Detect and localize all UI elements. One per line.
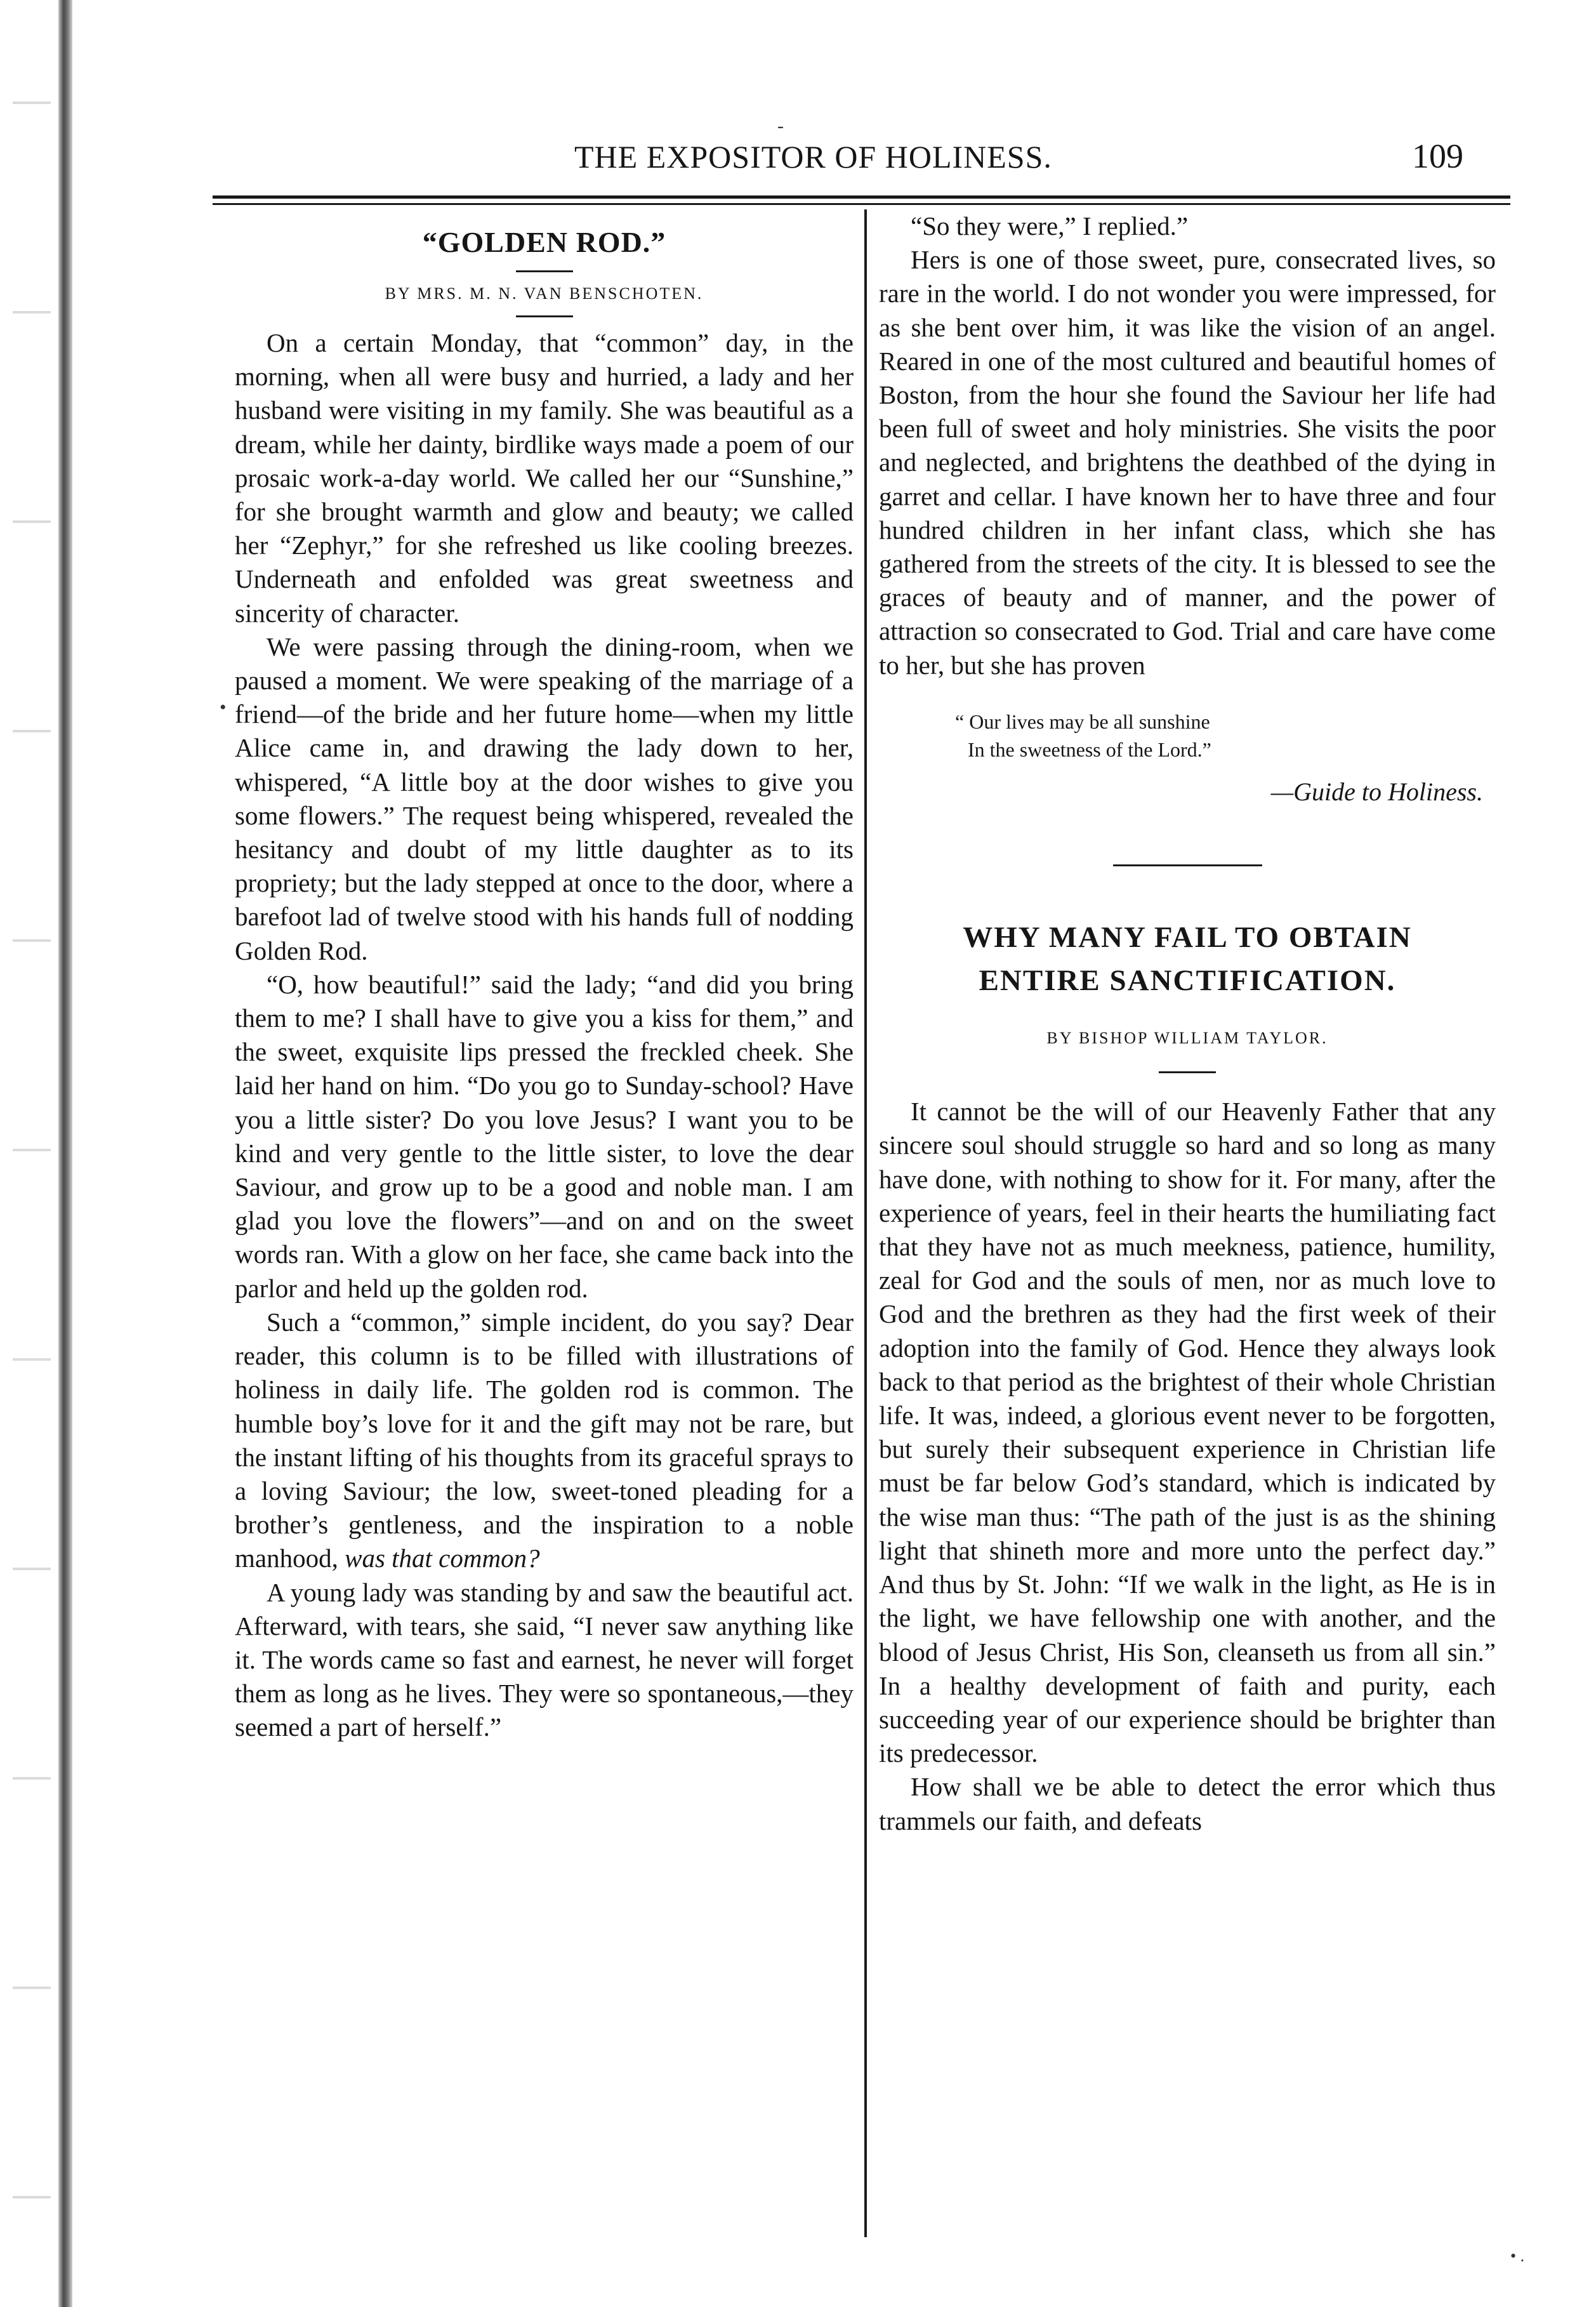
italic-question: was that common? [345, 1544, 540, 1573]
verse-quote [955, 708, 1496, 763]
binding-edge [58, 0, 72, 2307]
article-2-title [879, 916, 1496, 1002]
scan-speckle [13, 0, 51, 2307]
paragraph-4-text: Such a “common,” simple incident, do you say? Dear reader, this column is to be filled with illustrations of holiness in daily life. The golden rod is common. The humble boy’s love for it and the gift may not be rare, but the instant lifting of his thoughts from its graceful sprays to a loving Saviour; the low, sweet-toned pleading for a brother’s gentleness, and the inspiration to a noble manhood, [235, 1307, 854, 1573]
paragraph-2: We were passing through the dining-room, when we paused a moment. We were speaking of the marriage of a friend—of the bride and her future home—when my little Alice came in, and drawing the lady down to her, whispered, “A little boy at the door wishes to give you some flowers.” The request being whispered, revealed the hesitancy and doubt of my little daughter as to its propriety; but the lady stepped at once to the door, where a barefoot lad of twelve stood with his hands full of nodding Golden Rod. [235, 631, 854, 965]
scan-mark: • . [1510, 2247, 1525, 2265]
right-column [879, 209, 1496, 1838]
article-2-title-line-1: WHY MANY FAIL TO OBTAIN [963, 921, 1412, 955]
section-rule [1113, 864, 1262, 866]
left-column [235, 209, 854, 1745]
running-title: THE EXPOSITOR OF HOLINESS. [574, 139, 1052, 175]
header-rule-top [213, 195, 1510, 199]
column-divider [864, 209, 867, 2237]
scan-mark: - [777, 116, 784, 136]
article-2-byline: BY BISHOP WILLIAM TAYLOR. [1046, 1029, 1328, 1048]
verse-line-1: “ Our lives may be all sunshine [955, 710, 1210, 733]
source-attribution: —Guide to Holiness. [1270, 777, 1483, 806]
article-byline: BY MRS. M. N. VAN BENSCHOTEN. [385, 284, 704, 303]
title-rule [516, 270, 573, 272]
continuation-paragraph: Hers is one of those sweet, pure, consecrated lives, so rare in the world. I do not wonder you were impressed, for as she bent over him, it was like the vision of an angel. Reared in one of the most cultured and beautiful homes of Boston, from the hour she found the Saviour her life had been full of sweet and holy ministries. She visits the poor and neglected, and brightens the deathbed of the dying in garret and cellar. I have known her to have three and four hundred children in her infant class, which she has gathered from the streets of the city. It is blessed to see the graces of beauty and of manner, and the power of attraction so consecrated to God. Trial and care have come to her, but she has proven [879, 245, 1496, 680]
paragraph-5: A young lady was standing by and saw the beautiful act. Afterward, with tears, she said, “I never saw anything like it. The words came so fast and earnest, he never will forget them as long as he lives. They were so spontaneous,—they seemed a part of herself.” [235, 1577, 854, 1742]
article-2-paragraph-1: It cannot be the will of our Heavenly Father that any sincere soul should struggle so hard and so long as many have done, with nothing to show for it. For many, after the experience of years, feel in their hearts the humiliating fact that they have not as much meekness, patience, humility, zeal for God and the souls of men, nor as much love to God and the brethren as they had the first week of their adoption into the family of God. Hence they always look back to that period as the brightest of their whole Christian life. It was, indeed, a glorious event never to be forgotten, but surely their subsequent experience in Christian life must be far below God’s standard, which is indicated by the wise man thus: “The path of the just is as the shining light that shineth more and more unto the perfect day.” And thus by St. John: “If we walk in the light, as He is in the light, we have fellowship one with another, and the blood of Jesus Christ, His Son, cleanseth us from all sin.” In a healthy development of faith and purity, each succeeding year of our experience should be brighter than its predecessor. [879, 1097, 1496, 1768]
paragraph-1: On a certain Monday, that “common” day, in the morning, when all were busy and hurried, a lady and her husband were visiting in my family. She was beautiful as a dream, while her dainty, birdlike ways made a poem of our prosaic work-a-day world. We called her our “Sunshine,” for she brought warmth and glow and beauty; we called her “Zephyr,” for she refreshed us like cooling breezes. Underneath and enfolded was great sweetness and sincerity of character. [235, 328, 854, 628]
scan-mark: • [220, 697, 227, 718]
article-2-paragraph-2: How shall we be able to detect the error which thus trammels our faith, and defeats [879, 1772, 1496, 1835]
article-2-title-line-2: ENTIRE SANCTIFICATION. [979, 964, 1396, 998]
page-number: 109 [1412, 137, 1463, 175]
byline-rule [516, 315, 573, 317]
paragraph-4 [235, 1306, 854, 1576]
paragraph-3: “O, how beautiful!” said the lady; “and did you bring them to me? I shall have to give you a kiss for them,” and the sweet, exquisite lips pressed the freckled cheek. She laid her hand on him. “Do you go to Sunday-school? Have you a little sister? Do you love Jesus? I want you to be kind and very gentle to the little sister, to love the dear Saviour, and grow up to be a good and noble man. I am glad you love the flowers”—and on and on the sweet words ran. With a glow on her face, she came back into the parlor and held up the golden rod. [235, 969, 854, 1303]
header-rule-bottom [213, 203, 1510, 205]
article-title: “GOLDEN ROD.” [422, 226, 666, 258]
article-2-byline-rule [1159, 1071, 1216, 1073]
verse-line-2: In the sweetness of the Lord.” [968, 737, 1211, 761]
continuation-line: “So they were,” I replied.” [911, 211, 1189, 241]
